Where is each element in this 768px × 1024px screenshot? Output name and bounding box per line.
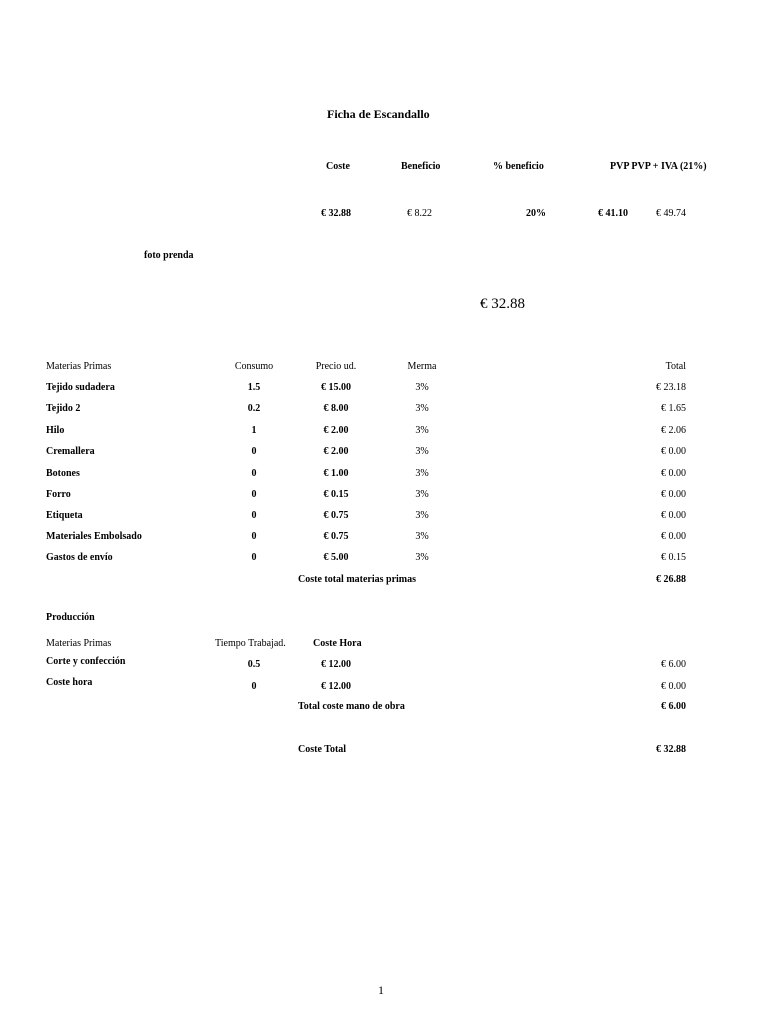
row-total: € 1.65 bbox=[661, 403, 686, 414]
row-precio: € 1.00 bbox=[323, 468, 349, 479]
summary-value-coste: € 32.88 bbox=[321, 208, 351, 219]
summary-value-pvp: € 41.10 bbox=[598, 208, 628, 219]
materias-total-label: Coste total materias primas bbox=[298, 574, 417, 585]
materias-header-total: Total bbox=[665, 361, 686, 372]
page-number: 1 bbox=[378, 983, 384, 997]
materias-header-merma: Merma bbox=[407, 361, 437, 372]
row-name: Tejido sudadera bbox=[46, 382, 115, 393]
row-name: Corte y confección bbox=[46, 656, 126, 667]
materias-total-value: € 26.88 bbox=[656, 574, 686, 585]
summary-header-beneficio: Beneficio bbox=[401, 161, 441, 172]
row-name: Coste hora bbox=[46, 677, 93, 688]
produccion-total-label: Total coste mano de obra bbox=[298, 701, 405, 712]
row-consumo: 0 bbox=[251, 531, 257, 542]
row-consumo: 1 bbox=[251, 425, 257, 436]
row-precio: € 2.00 bbox=[323, 425, 349, 436]
row-name: Materiales Embolsado bbox=[46, 531, 142, 542]
row-merma: 3% bbox=[415, 382, 429, 393]
row-consumo: 0 bbox=[251, 552, 257, 563]
row-merma: 3% bbox=[415, 403, 429, 414]
row-merma: 3% bbox=[415, 489, 429, 500]
row-merma: 3% bbox=[415, 552, 429, 563]
row-consumo: 1.5 bbox=[247, 382, 261, 393]
materias-header-consumo: Consumo bbox=[234, 361, 274, 372]
page-title: Ficha de Escandallo bbox=[327, 107, 430, 121]
produccion-header-coste-hora: Coste Hora bbox=[313, 638, 362, 649]
row-total: € 0.00 bbox=[661, 681, 686, 692]
row-total: € 6.00 bbox=[661, 659, 686, 670]
row-precio: € 8.00 bbox=[323, 403, 349, 414]
summary-value-pct-beneficio: 20% bbox=[526, 208, 546, 219]
row-total: € 0.00 bbox=[661, 510, 686, 521]
row-total: € 2.06 bbox=[661, 425, 686, 436]
row-merma: 3% bbox=[415, 510, 429, 521]
row-coste-hora: € 12.00 bbox=[321, 659, 351, 670]
row-tiempo: 0 bbox=[251, 681, 257, 692]
row-precio: € 0.75 bbox=[323, 531, 349, 542]
summary-header-coste: Coste bbox=[326, 161, 350, 172]
foto-prenda-label: foto prenda bbox=[144, 250, 194, 261]
row-name: Hilo bbox=[46, 425, 65, 436]
row-merma: 3% bbox=[415, 425, 429, 436]
materias-header-name: Materias Primas bbox=[46, 361, 112, 372]
row-total: € 0.00 bbox=[661, 468, 686, 479]
produccion-header-name: Materias Primas bbox=[46, 638, 112, 649]
summary-header-pvp: PVP PVP + IVA (21%) bbox=[610, 161, 707, 172]
row-consumo: 0.2 bbox=[247, 403, 261, 414]
materias-header-precio: Precio ud. bbox=[315, 361, 357, 372]
summary-value-pvp-iva: € 49.74 bbox=[656, 208, 686, 219]
row-name: Cremallera bbox=[46, 446, 95, 457]
row-total: € 0.00 bbox=[661, 531, 686, 542]
row-total: € 0.00 bbox=[661, 489, 686, 500]
row-consumo: 0 bbox=[251, 468, 257, 479]
row-name: Botones bbox=[46, 468, 80, 479]
row-total: € 0.00 bbox=[661, 446, 686, 457]
grand-total-label: Coste Total bbox=[298, 744, 347, 755]
row-merma: 3% bbox=[415, 531, 429, 542]
produccion-total-value: € 6.00 bbox=[661, 701, 686, 712]
row-consumo: 0 bbox=[251, 446, 257, 457]
produccion-section-title: Producción bbox=[46, 612, 95, 623]
row-precio: € 5.00 bbox=[323, 552, 349, 563]
row-name: Etiqueta bbox=[46, 510, 83, 521]
grand-total-value: € 32.88 bbox=[656, 744, 686, 755]
row-tiempo: 0.5 bbox=[247, 659, 261, 670]
row-precio: € 0.15 bbox=[323, 489, 349, 500]
row-merma: 3% bbox=[415, 446, 429, 457]
produccion-header-tiempo: Tiempo Trabajad. bbox=[215, 638, 286, 649]
row-coste-hora: € 12.00 bbox=[321, 681, 351, 692]
summary-header-pct-beneficio: % beneficio bbox=[493, 161, 544, 172]
row-name: Forro bbox=[46, 489, 71, 500]
row-total: € 23.18 bbox=[656, 382, 686, 393]
row-total: € 0.15 bbox=[661, 552, 686, 563]
row-precio: € 15.00 bbox=[321, 382, 351, 393]
row-precio: € 2.00 bbox=[323, 446, 349, 457]
row-merma: 3% bbox=[415, 468, 429, 479]
big-total-value: € 32.88 bbox=[480, 296, 525, 312]
summary-value-beneficio: € 8.22 bbox=[407, 208, 432, 219]
row-name: Tejido 2 bbox=[46, 403, 81, 414]
row-precio: € 0.75 bbox=[323, 510, 349, 521]
row-consumo: 0 bbox=[251, 489, 257, 500]
row-consumo: 0 bbox=[251, 510, 257, 521]
row-name: Gastos de envío bbox=[46, 552, 113, 563]
